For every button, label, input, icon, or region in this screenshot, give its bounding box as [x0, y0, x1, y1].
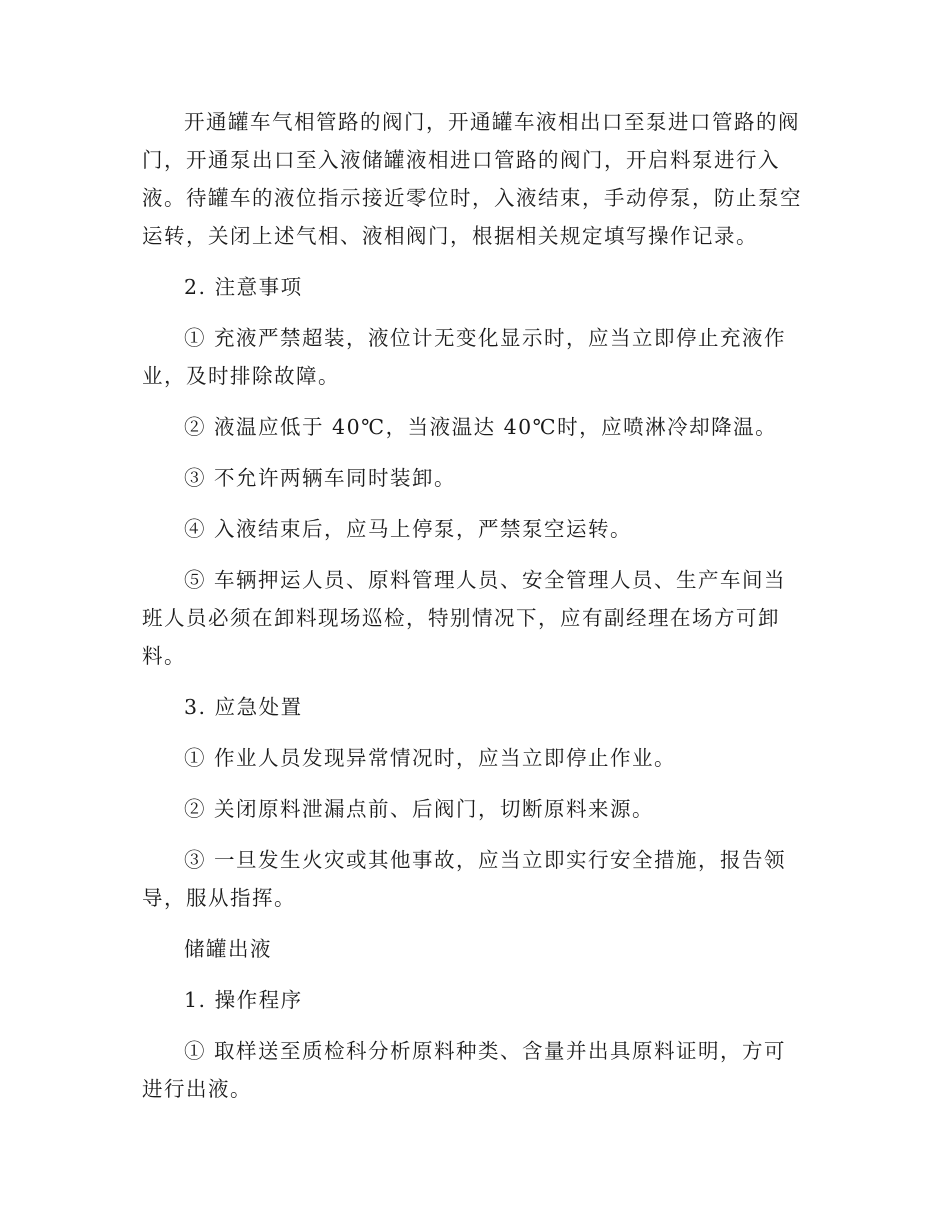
emergency-item-1: ① 作业人员发现异常情况时，应当立即停止作业。 — [184, 746, 677, 770]
document-body — [142, 103, 802, 1121]
subsection-heading-procedure: 1. 操作程序 — [184, 988, 303, 1012]
precaution-item-5: ⑤ 车辆押运人员、原料管理人员、安全管理人员、生产车间当班人员必须在卸料现场巡检，特别情况下，应有副经理在场方可卸料。 — [142, 568, 787, 668]
procedure-item-1: ① 取样送至质检科分析原料种类、含量并出具原料证明，方可进行出液。 — [142, 1039, 787, 1101]
emergency-item-2: ② 关闭原料泄漏点前、后阀门，切断原料来源。 — [184, 797, 655, 821]
section-heading-precautions: 2. 注意事项 — [184, 275, 303, 299]
precaution-item-4: ④ 入液结束后，应马上停泵，严禁泵空运转。 — [184, 517, 633, 541]
emergency-item-3: ③ 一旦发生火灾或其他事故，应当立即实行安全措施，报告领导，服从指挥。 — [142, 848, 787, 910]
section-heading-tank-discharge: 储罐出液 — [184, 937, 273, 961]
precaution-item-3: ③ 不允许两辆车同时装卸。 — [184, 466, 457, 490]
precaution-item-1: ① 充液严禁超装，液位计无变化显示时，应当立即停止充液作业，及时排除故障。 — [142, 326, 787, 388]
paragraph-valve-operation: 开通罐车气相管路的阀门，开通罐车液相出口至泵进口管路的阀门，开通泵出口至入液储罐液相进口管路的阀门，开启料泵进行入液。待罐车的液位指示接近零位时，入液结束，手动停泵，防止泵空运转，关闭上述气相、液相阀门，根据相关规定填写操作记录。 — [142, 110, 802, 248]
precaution-item-2: ② 液温应低于 40℃，当液温达 40℃时，应喷淋冷却降温。 — [184, 415, 778, 439]
section-heading-emergency: 3. 应急处置 — [184, 695, 303, 719]
